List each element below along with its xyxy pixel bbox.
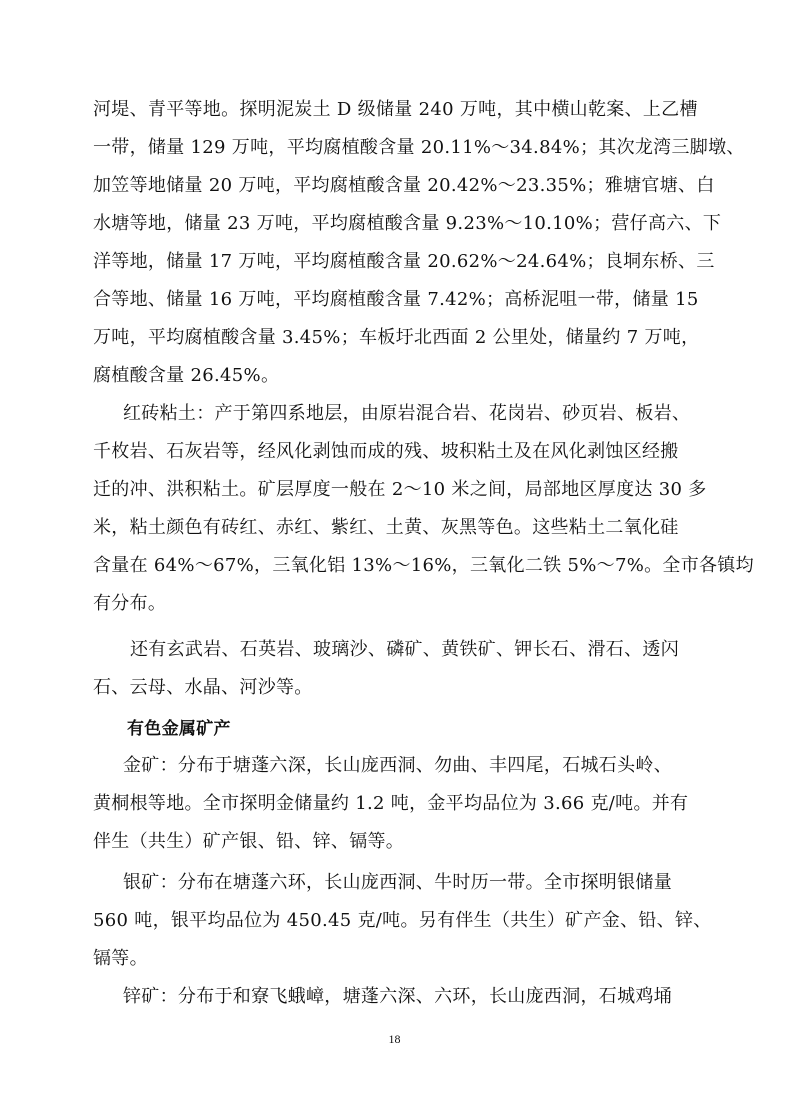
paragraph-start-line: 还有玄武岩、石英岩、玻璃沙、磷矿、黄铁矿、钾长石、滑石、透闪	[130, 639, 679, 660]
text-line: 河堤、青平等地。探明泥炭土 D 级储量 240 万吨，其中横山乾案、上乙槽	[93, 99, 698, 120]
text-line: 迁的冲、洪积粘土。矿层厚度一般在 2～10 米之间，局部地区厚度达 30 多	[93, 479, 707, 500]
paragraph-start-line: 金矿：分布于塘蓬六深，长山庞西洞、勿曲、丰四尾，石城石头岭、	[123, 755, 672, 776]
text-line: 米，粘土颜色有砖红、赤红、紫红、土黄、灰黑等色。这些粘土二氧化硅	[93, 517, 679, 538]
text-line: 洋等地，储量 17 万吨，平均腐植酸含量 20.62%～24.64%；良垌东桥、三	[93, 251, 715, 272]
text-line: 千枚岩、石灰岩等，经风化剥蚀而成的残、坡积粘土及在风化剥蚀区经搬	[93, 441, 679, 462]
paragraph-start-line: 锌矿：分布于和寮飞蛾嶂，塘蓬六深、六环，长山庞西洞，石城鸡埇	[123, 986, 672, 1007]
text-line: 加笠等地储量 20 万吨，平均腐植酸含量 20.42%～23.35%；雅塘官塘、白	[93, 175, 715, 196]
text-line: 560 吨，银平均品位为 450.45 克/吨。另有伴生（共生）矿产金、铅、锌、	[93, 910, 712, 931]
text-line: 万吨，平均腐植酸含量 3.45%；车板圩北西面 2 公里处，储量约 7 万吨，	[93, 327, 700, 348]
text-line: 水塘等地，储量 23 万吨，平均腐植酸含量 9.23%～10.10%；营仔高六、下	[93, 213, 722, 234]
paragraph-start-line: 红砖粘土：产于第四系地层，由原岩混合岩、花岗岩、砂页岩、板岩、	[123, 403, 691, 424]
text-line: 石、云母、水晶、河沙等。	[93, 677, 313, 698]
page-number: 18	[388, 1032, 401, 1046]
text-line: 有分布。	[93, 593, 167, 614]
text-line: 腐植酸含量 26.45%。	[93, 365, 280, 386]
text-line: 含量在 64%～67%，三氧化铝 13%～16%，三氧化二铁 5%～7%。全市各镇均	[93, 555, 754, 576]
paragraph-start-line: 银矿：分布在塘蓬六环，长山庞西洞、牛时历一带。全市探明银储量	[123, 872, 672, 893]
section-heading: 有色金属矿产	[127, 719, 231, 739]
text-line: 合等地、储量 16 万吨，平均腐植酸含量 7.42%；高桥泥咀一带，储量 15	[93, 289, 699, 310]
text-line: 一带，储量 129 万吨，平均腐植酸含量 20.11%～34.84%；其次龙湾三脚墩、	[93, 137, 745, 158]
text-line: 黄桐根等地。全市探明金储量约 1.2 吨，金平均品位为 3.66 克/吨。并有	[93, 793, 689, 814]
text-line: 伴生（共生）矿产银、铅、锌、镉等。	[93, 831, 405, 852]
text-line: 镉等。	[93, 948, 148, 969]
